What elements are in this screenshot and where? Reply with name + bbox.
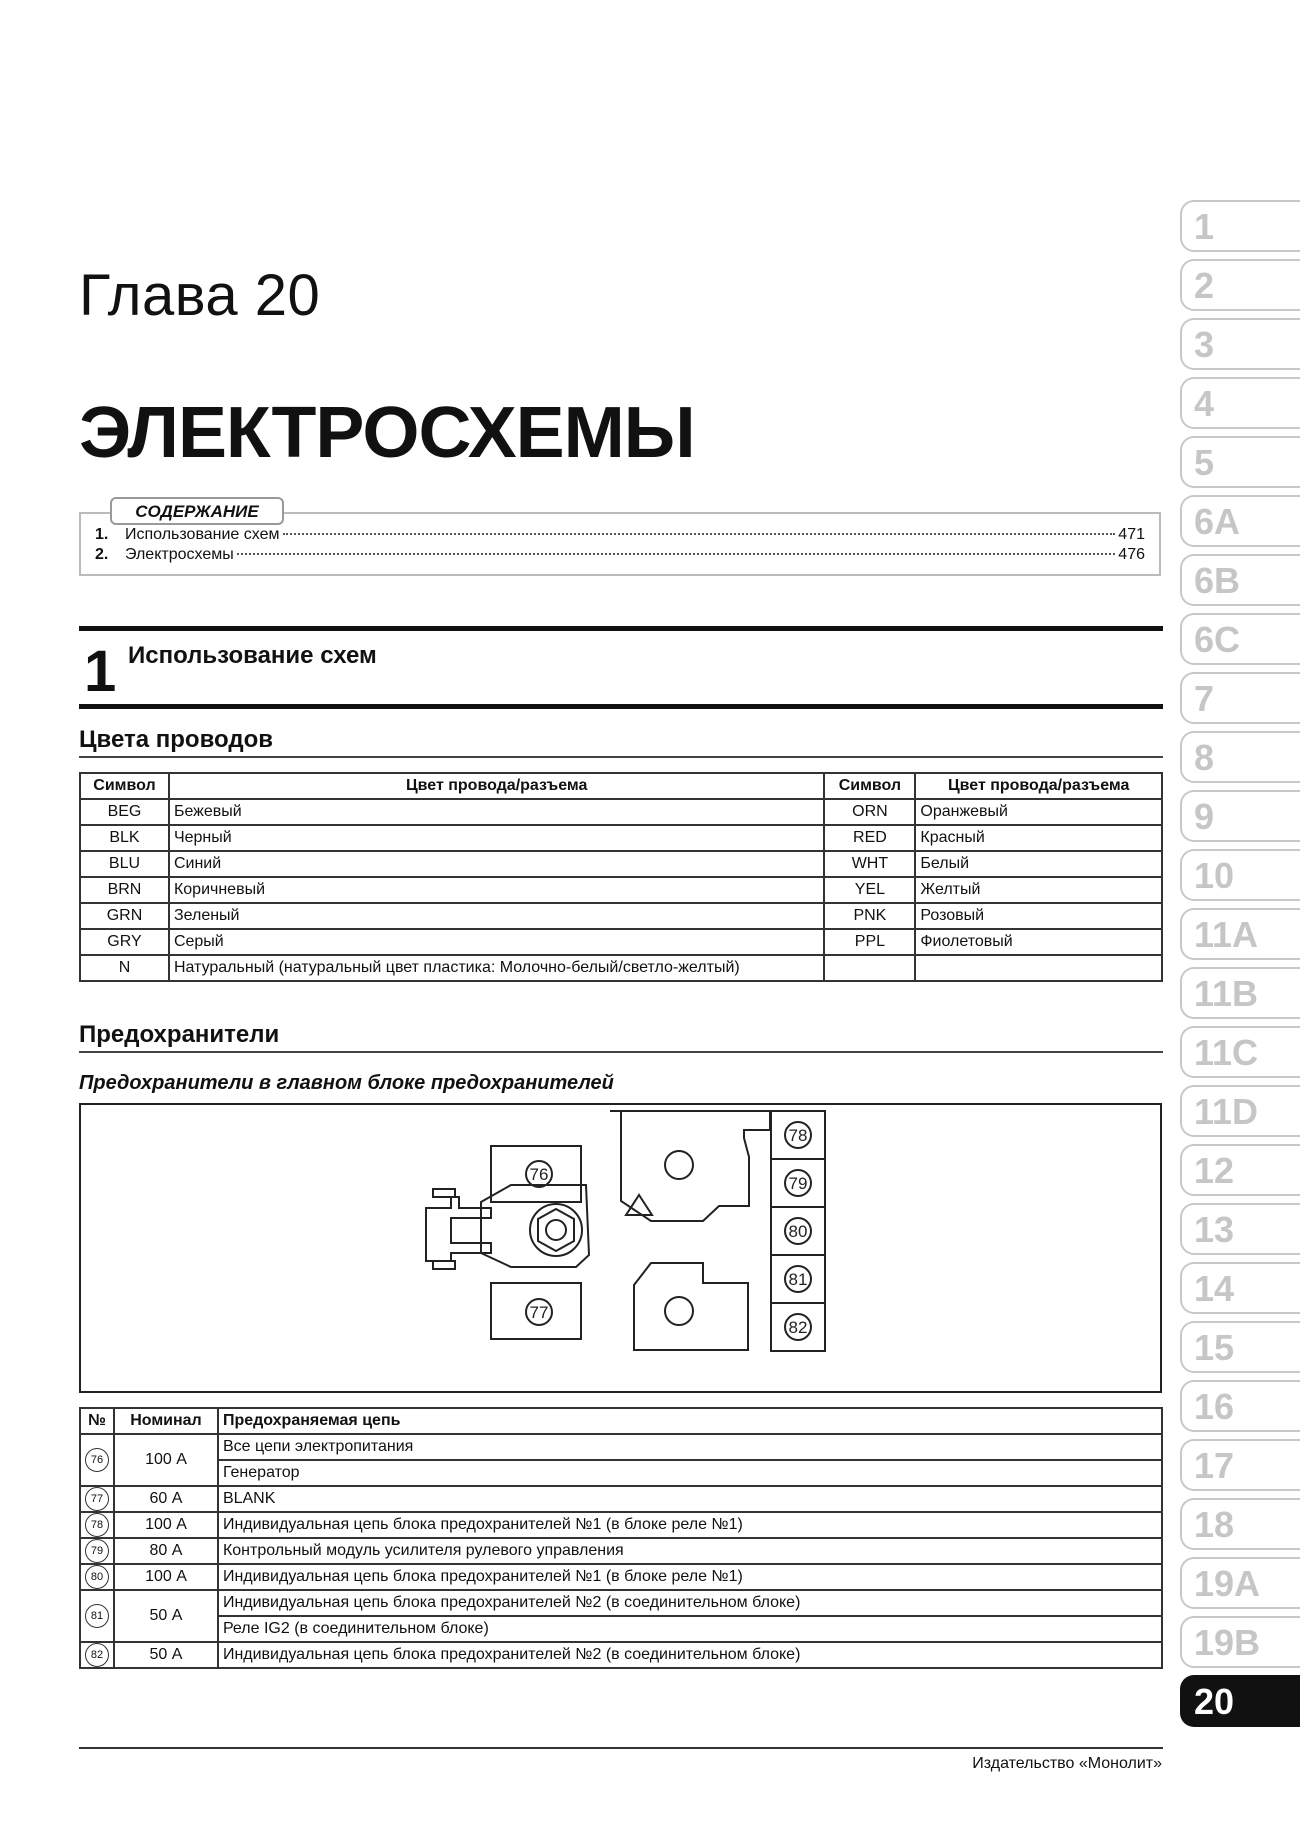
table-cell: Зеленый: [169, 903, 824, 929]
fuse-block-diagram: [79, 1103, 1162, 1393]
footer-rule: [79, 1747, 1163, 1749]
publisher-name: Издательство «Монолит»: [972, 1755, 1162, 1772]
chapter-tab-5[interactable]: 5: [1180, 436, 1300, 488]
table-cell: BRN: [80, 877, 169, 903]
chapter-tab-2[interactable]: 2: [1180, 259, 1300, 311]
table-cell: Оранжевый: [915, 799, 1162, 825]
table-cell: YEL: [824, 877, 915, 903]
table-cell: Синий: [169, 851, 824, 877]
wire-colors-table: [79, 772, 1163, 982]
chapter-tab-6a[interactable]: 6A: [1180, 495, 1300, 547]
fuse-number-badge: 76: [85, 1448, 109, 1472]
fuse-rating-cell: 100 А: [114, 1512, 218, 1538]
chapter-tab-8[interactable]: 8: [1180, 731, 1300, 783]
table-row: [80, 799, 1162, 825]
subheading-rule: [79, 756, 1163, 758]
table-cell: BLU: [80, 851, 169, 877]
fuse-circuit-cell: BLANK: [218, 1486, 1162, 1512]
table-cell: Красный: [915, 825, 1162, 851]
table-cell: Коричневый: [169, 877, 824, 903]
fuse-rating-cell: 80 А: [114, 1538, 218, 1564]
fuse-circuit-cell: Контрольный модуль усилителя рулевого управления: [218, 1538, 1162, 1564]
chapter-tab-13[interactable]: 13: [1180, 1203, 1300, 1255]
table-cell: ORN: [824, 799, 915, 825]
chapter-tab-18[interactable]: 18: [1180, 1498, 1300, 1550]
fuse-circuit-cell: Реле IG2 (в соединительном блоке): [218, 1616, 1162, 1642]
toc-leader-dots: [283, 533, 1116, 535]
fuse-number-badge: 81: [85, 1604, 109, 1628]
table-row: [80, 825, 1162, 851]
toc-item-number: 1.: [95, 526, 109, 543]
fuse-rating-cell: 60 А: [114, 1486, 218, 1512]
chapter-title: ЭЛЕКТРОСХЕМЫ: [79, 393, 695, 473]
table-cell: Черный: [169, 825, 824, 851]
fuse-number-badge: 82: [85, 1643, 109, 1667]
chapter-tab-12[interactable]: 12: [1180, 1144, 1300, 1196]
table-cell: Розовый: [915, 903, 1162, 929]
table-cell: PNK: [824, 903, 915, 929]
column-header: Цвет провода/разъема: [915, 773, 1162, 799]
table-row: [80, 1486, 1162, 1512]
table-row: [80, 1512, 1162, 1538]
chapter-tab-11c[interactable]: 11C: [1180, 1026, 1300, 1078]
section-number: 1: [84, 639, 117, 704]
fuse-rating-cell: 50 А: [114, 1590, 218, 1642]
subheading-rule: [79, 1051, 1163, 1053]
chapter-tab-19a[interactable]: 19A: [1180, 1557, 1300, 1609]
fuses-subheading: Предохранители в главном блоке предохранителей: [79, 1072, 614, 1094]
toc-item-page: 476: [1118, 546, 1145, 563]
table-cell: RED: [824, 825, 915, 851]
chapter-tab-3[interactable]: 3: [1180, 318, 1300, 370]
section-title: Использование схем: [128, 642, 377, 669]
diagram-label-78: 78: [788, 1126, 808, 1145]
column-header: №: [80, 1408, 114, 1434]
column-header: Предохраняемая цепь: [218, 1408, 1162, 1434]
chapter-tab-11a[interactable]: 11A: [1180, 908, 1300, 960]
table-cell: Желтый: [915, 877, 1162, 903]
fuse-number-cell: [80, 1486, 114, 1512]
table-row: [80, 1538, 1162, 1564]
diagram-label-79: 79: [788, 1174, 808, 1193]
fuse-block-drawing: [81, 1105, 1160, 1391]
table-cell: Серый: [169, 929, 824, 955]
toc-item[interactable]: [95, 526, 1145, 544]
fuse-number-cell: [80, 1642, 114, 1668]
fuse-number-badge: 79: [85, 1539, 109, 1563]
chapter-tab-4[interactable]: 4: [1180, 377, 1300, 429]
column-header: Символ: [80, 773, 169, 799]
fuse-number-cell: [80, 1434, 114, 1486]
table-cell: Белый: [915, 851, 1162, 877]
table-cell: BLK: [80, 825, 169, 851]
column-header: Символ: [824, 773, 915, 799]
table-row: [80, 903, 1162, 929]
fuse-number-cell: [80, 1564, 114, 1590]
wire-colors-heading: Цвета проводов: [79, 726, 274, 753]
fuse-number-cell: [80, 1538, 114, 1564]
table-row: [80, 1434, 1162, 1460]
table-cell: Фиолетовый: [915, 929, 1162, 955]
diagram-label-76: 76: [529, 1165, 549, 1184]
toc-item-text: Использование схем: [125, 526, 280, 543]
table-cell: [915, 955, 1162, 981]
chapter-tab-16[interactable]: 16: [1180, 1380, 1300, 1432]
fuse-circuit-cell: Индивидуальная цепь блока предохранителей №1 (в блоке реле №1): [218, 1564, 1162, 1590]
contents-title: СОДЕРЖАНИЕ: [110, 497, 284, 525]
fuse-circuit-cell: Индивидуальная цепь блока предохранителей №2 (в соединительном блоке): [218, 1642, 1162, 1668]
table-cell: WHT: [824, 851, 915, 877]
table-cell: BEG: [80, 799, 169, 825]
table-row: [80, 955, 1162, 981]
table-cell: GRN: [80, 903, 169, 929]
chapter-tab-6b[interactable]: 6B: [1180, 554, 1300, 606]
table-cell: GRY: [80, 929, 169, 955]
diagram-label-77: 77: [529, 1303, 549, 1322]
fuse-number-cell: [80, 1590, 114, 1642]
diagram-label-80: 80: [788, 1222, 808, 1241]
toc-leader-dots: [237, 553, 1116, 555]
chapter-tab-9[interactable]: 9: [1180, 790, 1300, 842]
table-row: [80, 929, 1162, 955]
table-header-row: [80, 773, 1162, 799]
fuse-rating-cell: 50 А: [114, 1642, 218, 1668]
chapter-tab-1[interactable]: 1: [1180, 200, 1300, 252]
table-row: [80, 1616, 1162, 1642]
fuse-circuit-cell: Генератор: [218, 1460, 1162, 1486]
fuse-rating-cell: 100 А: [114, 1434, 218, 1486]
table-header-row: [80, 1408, 1162, 1434]
chapter-tab-10[interactable]: 10: [1180, 849, 1300, 901]
section-rule-bottom: [79, 704, 1163, 709]
chapter-tab-6c[interactable]: 6C: [1180, 613, 1300, 665]
fuse-number-badge: 80: [85, 1565, 109, 1589]
table-cell: N: [80, 955, 169, 981]
chapter-tab-19b[interactable]: 19B: [1180, 1616, 1300, 1668]
toc-item-text: Электросхемы: [125, 546, 234, 563]
chapter-tab-20[interactable]: 20: [1180, 1675, 1300, 1727]
section-rule-top: [79, 626, 1163, 631]
table-cell: Натуральный (натуральный цвет пластика: Молочно-белый/светло-желтый): [169, 955, 824, 981]
column-header: Цвет провода/разъема: [169, 773, 824, 799]
fuse-rating-cell: 100 А: [114, 1564, 218, 1590]
chapter-tab-11d[interactable]: 11D: [1180, 1085, 1300, 1137]
table-row: [80, 1460, 1162, 1486]
table-row: [80, 851, 1162, 877]
chapter-tab-17[interactable]: 17: [1180, 1439, 1300, 1491]
table-row: [80, 1642, 1162, 1668]
table-row: [80, 1590, 1162, 1616]
table-row: [80, 877, 1162, 903]
fuse-number-badge: 78: [85, 1513, 109, 1537]
fuses-heading: Предохранители: [79, 1021, 280, 1048]
fuses-table: [79, 1407, 1163, 1669]
fuse-circuit-cell: Индивидуальная цепь блока предохранителей №1 (в блоке реле №1): [218, 1512, 1162, 1538]
chapter-tab-14[interactable]: 14: [1180, 1262, 1300, 1314]
fuse-circuit-cell: Индивидуальная цепь блока предохранителей №2 (в соединительном блоке): [218, 1590, 1162, 1616]
toc-item[interactable]: [95, 546, 1145, 564]
fuse-circuit-cell: Все цепи электропитания: [218, 1434, 1162, 1460]
chapter-tab-15[interactable]: 15: [1180, 1321, 1300, 1373]
fuse-number-badge: 77: [85, 1487, 109, 1511]
fuse-number-cell: [80, 1512, 114, 1538]
toc-item-page: 471: [1118, 526, 1145, 543]
chapter-tab-11b[interactable]: 11B: [1180, 967, 1300, 1019]
chapter-label: Глава 20: [79, 263, 321, 328]
column-header: Номинал: [114, 1408, 218, 1434]
toc-item-number: 2.: [95, 546, 109, 563]
chapter-tab-7[interactable]: 7: [1180, 672, 1300, 724]
table-cell: PPL: [824, 929, 915, 955]
table-cell: [824, 955, 915, 981]
table-row: [80, 1564, 1162, 1590]
diagram-label-82: 82: [788, 1318, 808, 1337]
table-cell: Бежевый: [169, 799, 824, 825]
diagram-label-81: 81: [788, 1270, 808, 1289]
